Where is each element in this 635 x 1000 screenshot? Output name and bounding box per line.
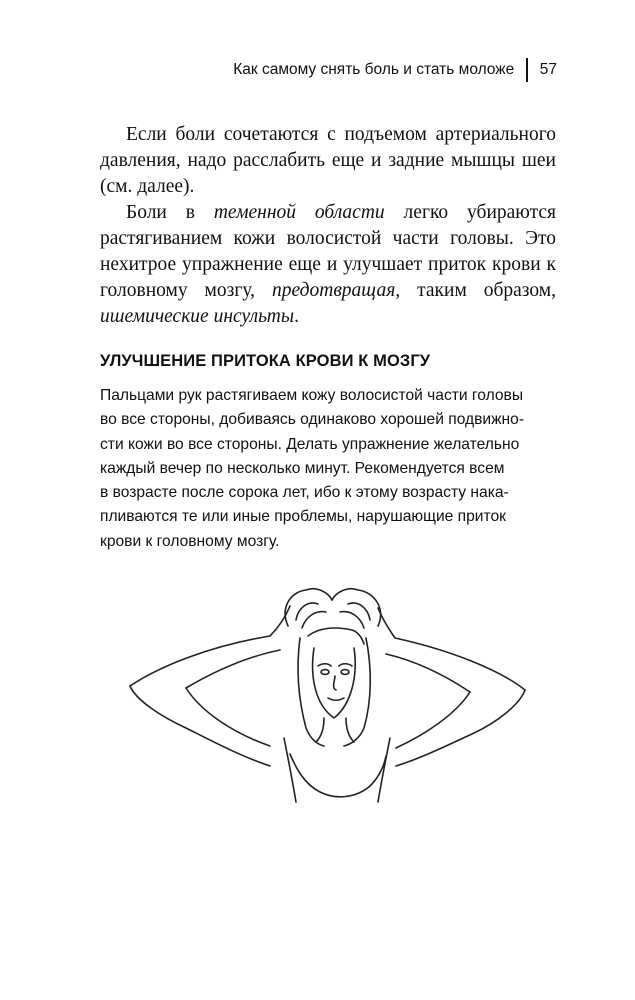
left-hand-finger [296, 603, 318, 620]
left-underarm [186, 688, 270, 746]
right-eyebrow [339, 664, 352, 666]
p2-emphasis-parietal: теменной области [213, 202, 385, 223]
left-hand-finger [302, 612, 326, 628]
tank-strap-left [284, 738, 296, 802]
p2-text-b: легко убираются растягиванием кожи волосистой части головы. Это нехитрое упражнение еще и улучшает приток крови к головному мозгу, [100, 202, 556, 301]
exercise-description [100, 384, 558, 554]
right-eye [341, 670, 349, 675]
right-hand-finger [348, 603, 370, 620]
text-line: в возрасте после сорока лет, ибо к этому возрасту нака- [100, 484, 509, 502]
right-arm-lower-outline [396, 690, 525, 766]
tank-strap-right [378, 738, 390, 802]
paragraph-1: Если боли сочетаются с подъемом артериального давления, надо расслабить еще и задние мышцы шеи (см. далее). [100, 124, 556, 197]
p2-emphasis-strokes: ишемические инсульты [100, 306, 295, 327]
running-title: Как самому снять боль и стать моложе [233, 61, 515, 78]
hair-left [298, 638, 324, 746]
paragraph-2 [100, 200, 556, 330]
right-forearm-inner [386, 654, 470, 692]
text-line: пливаются те или иные проблемы, нарушающие приток [100, 508, 506, 526]
exercise-illustration [120, 578, 540, 823]
top-neckline [290, 754, 386, 797]
text-line: крови к головному мозгу. [100, 532, 280, 550]
running-head [233, 57, 557, 83]
right-arm-upper-outline [378, 608, 525, 690]
p2-text-a: Боли в [126, 202, 214, 223]
text-line: Пальцами рук растягиваем кожу волосистой части головы [100, 387, 524, 404]
right-hand-finger [340, 612, 364, 628]
woman-massaging-scalp-drawing [120, 578, 540, 823]
neck-left [316, 718, 324, 742]
text-line: сти кожи во все стороны. Делать упражнение желательно [100, 435, 520, 453]
header-divider [526, 58, 528, 82]
page-number: 57 [539, 61, 557, 78]
intro-text [100, 122, 556, 330]
text-line: во все стороны, добиваясь одинаково хорошей подвижно- [100, 411, 525, 429]
left-arm-lower-outline [130, 686, 270, 766]
left-arm-upper-outline [130, 606, 290, 686]
mouth [328, 698, 344, 700]
hair-top [308, 628, 364, 644]
left-forearm-inner [186, 650, 280, 688]
nose [334, 676, 336, 690]
neck-right [346, 718, 354, 742]
left-eyebrow [318, 664, 331, 666]
section-heading: УЛУЧШЕНИЕ ПРИТОКА КРОВИ К МОЗГУ [100, 352, 431, 370]
p2-emphasis-preventing: предотвращая [271, 280, 396, 301]
right-hand-outline [332, 589, 381, 626]
p2-text-c: , таким образом, [395, 280, 556, 301]
left-eye [321, 670, 329, 675]
text-line: каждый вечер по несколько минут. Рекомендуется всем [100, 459, 505, 477]
left-hand-outline [285, 589, 332, 626]
p2-text-d: . [294, 306, 299, 327]
